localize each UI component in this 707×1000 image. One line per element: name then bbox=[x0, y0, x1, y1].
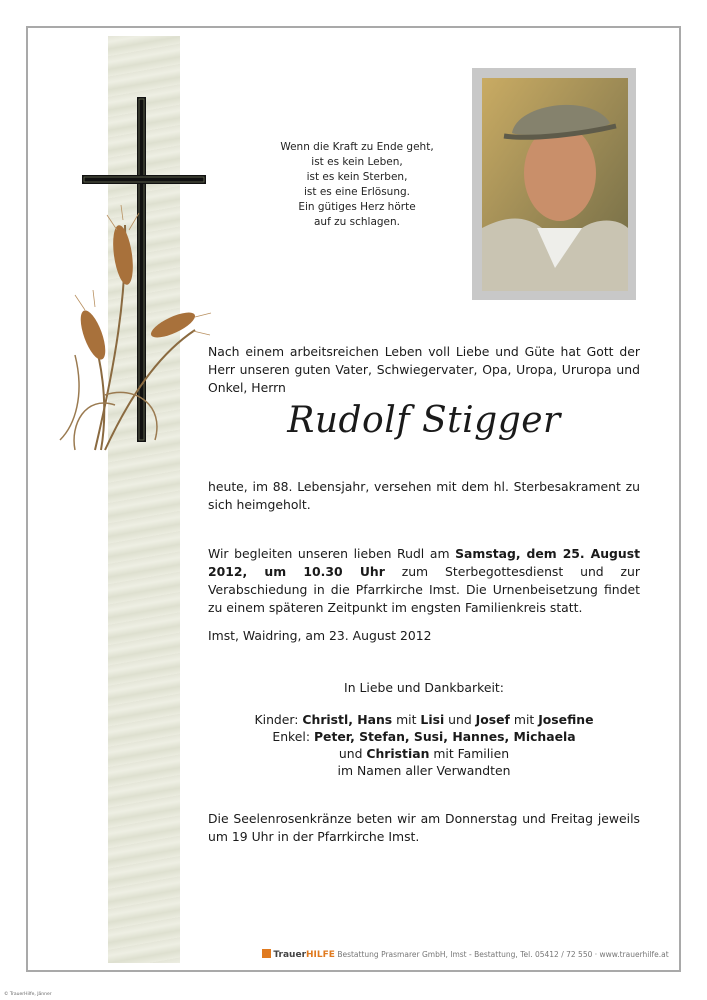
poem-line: ist es kein Leben, bbox=[311, 156, 403, 168]
poem-line: auf zu schlagen. bbox=[314, 216, 400, 228]
connector: mit Familien bbox=[429, 746, 510, 761]
grandchild-name: Christian bbox=[366, 746, 430, 761]
brand-name bbox=[273, 950, 335, 960]
poem-line: ist es eine Erlösung. bbox=[303, 186, 410, 198]
connector: und bbox=[338, 746, 367, 761]
connector: und bbox=[444, 712, 476, 727]
footer-text: Bestattung Prasmarer GmbH, Imst - Bestattung, Tel. 05412 / 72 550 · www.trauerhilfe.at bbox=[337, 950, 669, 959]
grandchildren-line bbox=[208, 728, 640, 745]
relatives-line: im Namen aller Verwandten bbox=[337, 763, 511, 778]
children-label: Kinder: bbox=[254, 712, 303, 727]
children-line bbox=[208, 711, 640, 728]
poem-line: Ein gütiges Herz hörte bbox=[298, 201, 416, 213]
grandchildren-names: Peter, Stefan, Susi, Hannes, Michaela bbox=[313, 729, 576, 744]
connector: mit bbox=[392, 712, 421, 727]
christian-line bbox=[208, 745, 640, 762]
service-text bbox=[208, 545, 640, 617]
child-name: Christl, Hans bbox=[302, 712, 393, 727]
brand-part: HILFE bbox=[306, 950, 335, 960]
child-name: Josefine bbox=[538, 712, 594, 727]
poem-line: Wenn die Kraft zu Ende geht, bbox=[280, 141, 434, 153]
copyright: © TrauerHilfe, Jänner bbox=[4, 992, 52, 997]
rosary-text: Die Seelenrosenkränze beten wir am Donnerstag und Freitag jeweils um 19 Uhr in der Pfarrkirche Imst. bbox=[208, 811, 640, 844]
cross-with-wheat-icon bbox=[55, 95, 215, 455]
child-name: Josef bbox=[475, 712, 510, 727]
brand-part: Trauer bbox=[273, 950, 307, 960]
gratitude-line: In Liebe und Dankbarkeit: bbox=[344, 680, 504, 695]
connector: mit bbox=[509, 712, 539, 727]
deceased-name: Rudolf Stigger bbox=[287, 400, 561, 441]
service-text-pre: Wir begleiten unseren lieben Rudl am bbox=[208, 546, 456, 561]
service-date: Samstag, dem 25. August 2012, um 10.30 Uhr bbox=[208, 546, 641, 579]
intro-text: Nach einem arbeitsreichen Leben voll Liebe und Güte hat Gott der Herr unseren guten Vater, Schwiegervater, Opa, Uropa, Ururopa und Onkel, Herrn bbox=[208, 344, 640, 395]
place-date: Imst, Waidring, am 23. August 2012 bbox=[208, 628, 432, 643]
trauerhilfe-logo-icon bbox=[262, 949, 271, 958]
lebensjahr-text: heute, im 88. Lebensjahr, versehen mit dem hl. Sterbesakrament zu sich heimgeholt. bbox=[208, 479, 640, 512]
poem-line: ist es kein Sterben, bbox=[306, 171, 408, 183]
child-name: Lisi bbox=[420, 712, 445, 727]
family-block bbox=[208, 711, 640, 779]
portrait-photo bbox=[482, 78, 628, 291]
footer bbox=[262, 949, 669, 960]
grandchildren-label: Enkel: bbox=[272, 729, 314, 744]
service-text-post: zum Sterbegottesdienst und zur Verabschiedung in die Pfarrkirche Imst. Die Urnenbeisetzung findet zu einem späteren Zeitpunkt im engsten Familienkreis statt. bbox=[208, 564, 640, 615]
poem bbox=[262, 140, 452, 230]
